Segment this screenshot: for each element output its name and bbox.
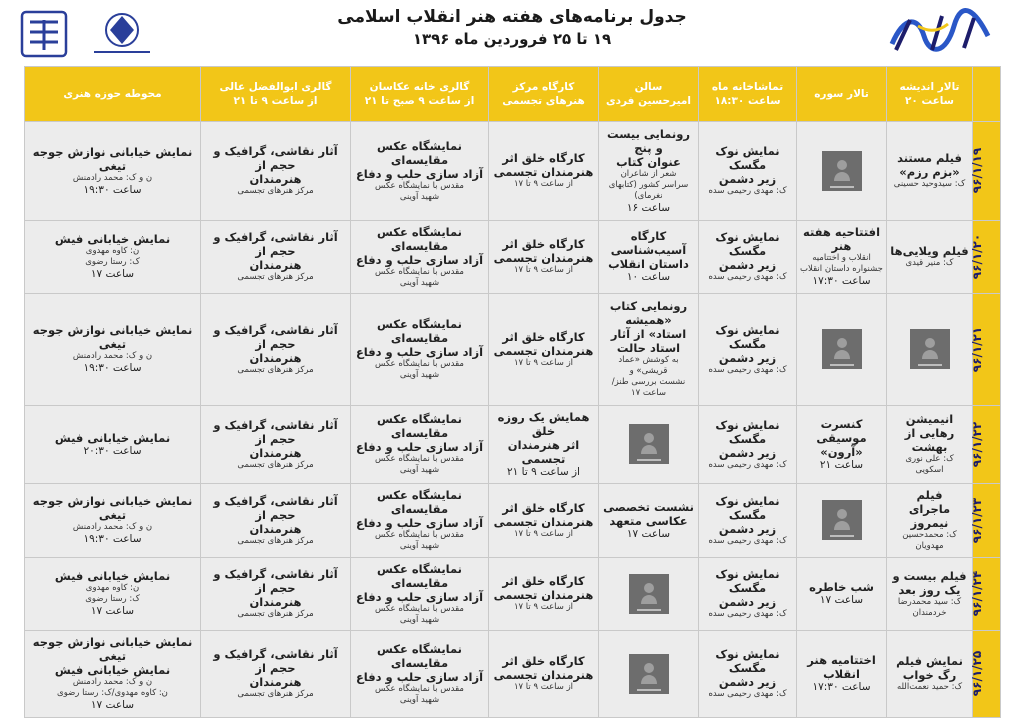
event-cell — [25, 557, 201, 630]
column-header: محوطه حوزه هنری — [25, 67, 201, 122]
event-detail: شهید آوینی — [399, 694, 440, 705]
event-subtitle: عکاسی متعهد — [609, 513, 688, 528]
event-title: نمایشگاه عکس مقایسه‌ای — [377, 224, 462, 253]
event-title: نمایش خیابانی نوازش جوجه تیغی — [32, 323, 193, 352]
schedule-table — [24, 66, 1001, 718]
event-time: ساعت ۱۹:۳۰ — [83, 183, 142, 196]
event-title: آثار نقاشی، گرافیک و حجم از — [213, 144, 338, 173]
event-title: آثار نقاشی، گرافیک و حجم از — [213, 322, 338, 351]
event-cell — [351, 557, 489, 630]
event-detail: جشنواره داستان انقلاب — [800, 264, 883, 275]
event-detail: ک: محمدحسین — [902, 530, 957, 541]
event-cell — [201, 484, 351, 557]
event-detail: انقلاب و اختتامیه — [812, 253, 871, 264]
event-detail: ن: کاوه مهدوی — [85, 246, 140, 257]
event-subtitle: زیر دشمن — [718, 350, 777, 365]
event-cell — [25, 484, 201, 557]
event-cell — [201, 122, 351, 221]
event-title: فیلم بیست و — [892, 568, 967, 583]
event-title: نمایش خیابانی نوازش جوجه تیغی — [32, 144, 193, 173]
event-subtitle: «آرون» — [820, 444, 863, 459]
date-label: ۹۶/۱/۲۲ — [969, 421, 984, 468]
event-title: افتتاحیه هفته هنر — [802, 225, 881, 254]
event-detail: شهید آوینی — [399, 191, 440, 202]
event-cell — [699, 630, 797, 717]
event-subtitle: زیر دشمن — [718, 258, 777, 273]
event-subtitle: آزاد سازی حلب و دفاع — [355, 589, 484, 604]
event-detail: مقدس با نمایشگاه عکس — [375, 180, 464, 191]
poster-thumbnail-icon — [910, 329, 950, 369]
event-cell — [25, 294, 201, 406]
event-title: اختتامیه هنر — [807, 653, 876, 668]
event-cell — [25, 220, 201, 293]
event-title: کارگاه خلق اثر — [502, 500, 585, 515]
event-title: نمایش خیابانی فیش — [54, 569, 171, 584]
event-cell — [599, 122, 699, 221]
event-credit: ک: منیر قیدی — [905, 258, 954, 269]
event-cell — [351, 294, 489, 406]
event-subtitle: ماجرای نیمروز — [908, 502, 951, 531]
event-cell — [699, 557, 797, 630]
event-subtitle: داستان انقلاب — [608, 257, 689, 272]
event-subtitle: هنرمندان تجسمی — [493, 251, 594, 266]
event-subtitle: زیر دشمن — [718, 172, 777, 187]
event-subtitle: هنرمندان — [249, 595, 302, 610]
event-subtitle: انقلاب — [823, 667, 860, 682]
event-detail: مقدس با نمایشگاه عکس — [375, 454, 464, 465]
event-subtitle: آزاد سازی حلب و دفاع — [355, 166, 484, 181]
event-cell — [699, 294, 797, 406]
event-title: فیلم — [916, 488, 943, 503]
event-cell — [699, 484, 797, 557]
event-credit: از ساعت ۹ تا ۱۷ — [513, 602, 574, 613]
event-credit: مرکز هنرهای تجسمی — [237, 272, 314, 283]
event-time: ساعت ۱۷ — [90, 699, 135, 712]
event-credit: مرکز هنرهای تجسمی — [237, 459, 314, 470]
event-cell — [489, 122, 599, 221]
event-credit: مرکز هنرهای تجسمی — [237, 186, 314, 197]
event-title: کنسرت موسیقی — [816, 416, 867, 445]
column-header: کارگاه مرکز هنرهای تجسمی — [489, 67, 599, 122]
event-time: ساعت ۲۰:۳۰ — [83, 444, 142, 457]
event-cell — [489, 557, 599, 630]
event-detail: شهید آوینی — [399, 541, 440, 552]
event-subtitle: زیر دشمن — [718, 595, 777, 610]
event-cell — [797, 630, 887, 717]
event-time: ساعت ۱۰ — [626, 271, 671, 284]
event-cell — [351, 630, 489, 717]
event-subtitle: هنرمندان — [249, 521, 302, 536]
event-subtitle: نمایش خیابانی فیش — [54, 663, 171, 678]
event-time: ساعت ۱۷ — [90, 268, 135, 281]
event-detail: ن: کاوه مهدوی/ک: رستا رضوی — [57, 688, 168, 699]
column-header: تماشاخانه ماه ساعت ۱۸:۳۰ — [699, 67, 797, 122]
table-row — [25, 405, 1001, 484]
event-cell — [201, 294, 351, 406]
event-cell — [351, 405, 489, 484]
date-cell — [969, 557, 1001, 630]
event-credit: ک: علی نوری اسکویی — [905, 454, 954, 476]
event-subtitle: هنرمندان — [249, 675, 302, 690]
event-cell — [699, 220, 797, 293]
event-credit: ک: سیدوحید حسینی — [893, 179, 966, 190]
event-title: نمایشگاه عکس مقایسه‌ای — [377, 488, 462, 517]
event-subtitle: «بزم رزم» — [899, 165, 960, 180]
event-subtitle: آزاد سازی حلب و دفاع — [355, 345, 484, 360]
event-cell — [201, 630, 351, 717]
event-time: از ساعت ۹ تا ۲۱ — [507, 465, 580, 478]
event-title: شب خاطره — [809, 580, 874, 595]
event-subtitle: هنرمندان — [249, 258, 302, 273]
event-cell — [797, 557, 887, 630]
event-title: نمایش نوک مگسک — [715, 230, 780, 259]
poster-thumbnail-icon — [629, 424, 669, 464]
header — [0, 0, 1024, 64]
schedule-body — [25, 122, 1001, 718]
event-time: ساعت ۲۱ — [819, 458, 864, 471]
event-credit: ک: حمید نعمت‌الله — [896, 682, 963, 693]
event-detail: مهدویان — [915, 541, 944, 552]
event-cell — [887, 220, 973, 293]
event-cell — [25, 122, 201, 221]
table-row — [25, 220, 1001, 293]
event-credit: ک: مهدی رحیمی سده — [708, 609, 787, 620]
event-credit: ک: مهدی رحیمی سده — [708, 272, 787, 283]
poster-thumbnail-icon — [822, 151, 862, 191]
event-time: ساعت ۱۷ — [626, 527, 671, 540]
event-detail: مقدس با نمایشگاه عکس — [375, 683, 464, 694]
event-time: ساعت ۱۷ — [90, 605, 135, 618]
event-title: نمایشگاه عکس مقایسه‌ای — [377, 561, 462, 590]
event-subtitle: هنرمندان — [249, 172, 302, 187]
date-header-cell — [973, 67, 1001, 122]
event-detail: ک: سید محمدرضا — [897, 596, 962, 607]
event-detail: ک: رستا رضوی — [85, 257, 140, 268]
event-subtitle: یک روز بعد — [898, 582, 961, 597]
column-header: تالار اندیشه ساعت ۲۰ — [887, 67, 973, 122]
table-row — [25, 122, 1001, 221]
date-cell — [969, 405, 1001, 484]
event-detail: شعر از شاعران — [620, 168, 677, 179]
event-subtitle: هنرمندان — [249, 350, 302, 365]
event-detail: ک: رستا رضوی — [85, 594, 140, 605]
event-credit: مرکز هنرهای تجسمی — [237, 689, 314, 700]
event-cell — [351, 220, 489, 293]
event-title: نمایش نوک مگسک — [715, 144, 780, 173]
column-header: گالری خانه عکاسان از ساعت ۹ صبح تا ۲۱ — [351, 67, 489, 122]
header-row — [25, 67, 1001, 122]
event-detail: مقدس با نمایشگاه عکس — [375, 530, 464, 541]
poster-thumbnail-icon — [822, 329, 862, 369]
event-time: ساعت ۱۷:۳۰ — [812, 275, 871, 288]
event-subtitle: هنرمندان تجسمی — [493, 343, 594, 358]
event-cell — [599, 405, 699, 484]
event-title: کارگاه خلق اثر — [502, 151, 585, 166]
event-detail: نشست بررسی طنز/ساعت ۱۷ — [611, 377, 686, 399]
event-title: کارگاه خلق اثر — [502, 574, 585, 589]
event-title: کارگاه آسیب‌شناسی — [610, 229, 687, 258]
event-title: نمایش نوک مگسک — [715, 493, 780, 522]
date-label: ۹۶/۱/۲۳ — [969, 497, 984, 544]
event-title: نمایشگاه عکس مقایسه‌ای — [377, 138, 462, 167]
event-credit: ک: مهدی رحیمی سده — [708, 186, 787, 197]
event-credit: ن و ک: محمد رادمنش — [72, 351, 153, 362]
event-subtitle: زیر دشمن — [718, 521, 777, 536]
event-detail: مقدس با نمایشگاه عکس — [375, 359, 464, 370]
event-subtitle: هنرمندان تجسمی — [493, 668, 594, 683]
event-detail: مقدس با نمایشگاه عکس — [375, 603, 464, 614]
column-header: سالن امیرحسین فردی — [599, 67, 699, 122]
table-row — [25, 294, 1001, 406]
event-cell — [797, 484, 887, 557]
date-cell — [969, 484, 1001, 557]
event-cell — [599, 557, 699, 630]
event-title: فیلم مستند — [897, 151, 962, 166]
event-cell — [797, 405, 887, 484]
table-row — [25, 630, 1001, 717]
event-credit: ک: مهدی رحیمی سده — [708, 535, 787, 546]
event-credit: ک: مهدی رحیمی سده — [708, 459, 787, 470]
event-cell — [887, 557, 973, 630]
event-credit: ن و ک: محمد رادمنش — [72, 172, 153, 183]
event-time: ساعت ۱۷ — [819, 594, 864, 607]
event-detail: شهید آوینی — [399, 370, 440, 381]
event-title: نمایش خیابانی فیش — [54, 232, 171, 247]
column-header: گالری ابوالفضل عالی از ساعت ۹ تا ۲۱ — [201, 67, 351, 122]
date-label: ۹۶/۱/۲۵ — [969, 651, 984, 697]
event-cell — [201, 557, 351, 630]
event-detail: شهید آوینی — [399, 277, 440, 288]
event-subtitle: اثر هنرمندان تجسمی — [507, 437, 580, 466]
event-title: نمایش نوک مگسک — [715, 567, 780, 596]
event-subtitle: آزاد سازی حلب و دفاع — [355, 669, 484, 684]
event-title: کارگاه خلق اثر — [502, 237, 585, 252]
event-title: نمایش خیابانی نوازش جوجه تیغی — [32, 494, 193, 523]
event-title: نمایش خیابانی فیش — [54, 430, 171, 445]
event-subtitle: آزاد سازی حلب و دفاع — [355, 252, 484, 267]
date-label: ۹۶/۱/۱۹ — [969, 148, 984, 194]
event-subtitle: هنرمندان تجسمی — [493, 514, 594, 529]
art-week-logo — [884, 6, 996, 58]
event-cell — [489, 220, 599, 293]
event-credit: مرکز هنرهای تجسمی — [237, 535, 314, 546]
event-cell — [887, 122, 973, 221]
date-label: ۹۶/۱/۲۱ — [969, 326, 984, 373]
event-detail: خردمندان — [912, 607, 947, 618]
event-cell — [599, 484, 699, 557]
event-detail: ن و ک: محمد رادمنش — [72, 677, 153, 688]
event-credit: از ساعت ۹ تا ۱۷ — [513, 179, 574, 190]
poster-thumbnail-icon — [822, 500, 862, 540]
event-time: ساعت ۱۷:۳۰ — [812, 681, 871, 694]
event-detail: شهید آوینی — [399, 614, 440, 625]
event-cell — [351, 122, 489, 221]
event-cell — [489, 484, 599, 557]
event-title: رونمایی کتاب «همیشه — [609, 299, 688, 328]
date-cell — [969, 630, 1001, 717]
event-title: نمایش فیلم — [896, 654, 963, 669]
event-subtitle: هنرمندان تجسمی — [493, 165, 594, 180]
event-credit: ن و ک: محمد رادمنش — [72, 522, 153, 533]
event-title: نمایشگاه عکس مقایسه‌ای — [377, 317, 462, 346]
event-subtitle: عنوان کتاب — [616, 154, 681, 169]
event-detail: به کوشش «عماد قریشی» و — [618, 355, 679, 377]
event-cell — [25, 405, 201, 484]
event-cell — [599, 220, 699, 293]
event-title: فیلم ویلایی‌ها — [890, 244, 969, 259]
event-subtitle: زیر دشمن — [718, 675, 777, 690]
date-cell — [969, 220, 1001, 293]
event-title: همایش یک روزه خلق — [497, 409, 590, 438]
event-title: کارگاه خلق اثر — [502, 654, 585, 669]
event-cell — [25, 630, 201, 717]
event-title: آثار نقاشی، گرافیک و حجم از — [213, 230, 338, 259]
event-cell — [797, 122, 887, 221]
event-credit: از ساعت ۹ تا ۱۷ — [513, 265, 574, 276]
column-header: تالار سوره — [797, 67, 887, 122]
date-cell — [969, 294, 1001, 406]
event-subtitle: آزاد سازی حلب و دفاع — [355, 440, 484, 455]
poster-thumbnail-icon — [629, 654, 669, 694]
event-title: نمایش نوک مگسک — [715, 322, 780, 351]
table-row — [25, 484, 1001, 557]
event-title: آثار نقاشی، گرافیک و حجم از — [213, 493, 338, 522]
event-title: نشست تخصصی — [603, 499, 694, 514]
page-subtitle: ۱۹ تا ۲۵ فروردین ماه ۱۳۹۶ — [412, 30, 612, 48]
event-cell — [351, 484, 489, 557]
event-title: نمایشگاه عکس مقایسه‌ای — [377, 641, 462, 670]
date-label: ۹۶/۱/۲۰ — [969, 234, 984, 280]
event-detail: مقدس با نمایشگاه عکس — [375, 266, 464, 277]
event-credit: مرکز هنرهای تجسمی — [237, 609, 314, 620]
event-cell — [699, 405, 797, 484]
event-cell — [699, 122, 797, 221]
event-cell — [489, 405, 599, 484]
event-detail: سراسر کشور (کتابهای نغرمای) — [608, 179, 689, 201]
event-title: نمایش نوک مگسک — [715, 417, 780, 446]
event-title: نمایشگاه عکس مقایسه‌ای — [377, 412, 462, 441]
event-cell — [201, 220, 351, 293]
event-title: آثار نقاشی، گرافیک و حجم از — [213, 647, 338, 676]
page-title: جدول برنامه‌های هفته هنر انقلاب اسلامی — [337, 7, 687, 27]
event-time: ساعت ۱۹:۳۰ — [83, 362, 142, 375]
event-credit: از ساعت ۹ تا ۱۷ — [513, 682, 574, 693]
event-subtitle: هنرمندان — [249, 445, 302, 460]
event-cell — [201, 405, 351, 484]
event-cell — [599, 630, 699, 717]
event-credit: مرکز هنرهای تجسمی — [237, 364, 314, 375]
table-row — [25, 557, 1001, 630]
event-title: نمایش نوک مگسک — [715, 647, 780, 676]
event-subtitle: رهایی از بهشت — [904, 426, 955, 455]
event-cell — [489, 294, 599, 406]
event-credit: ک: مهدی رحیمی سده — [708, 364, 787, 375]
event-credit: ک: مهدی رحیمی سده — [708, 689, 787, 700]
event-subtitle: هنرمندان تجسمی — [493, 588, 594, 603]
event-detail: شهید آوینی — [399, 465, 440, 476]
event-cell — [797, 220, 887, 293]
date-label: ۹۶/۱/۲۴ — [969, 570, 984, 617]
event-subtitle: رگ خواب — [902, 668, 957, 683]
event-subtitle: زیر دشمن — [718, 445, 777, 460]
event-time: ساعت ۱۶ — [626, 201, 671, 214]
event-cell — [489, 630, 599, 717]
event-title: آثار نقاشی، گرافیک و حجم از — [213, 567, 338, 596]
hozeh-honari-logo — [22, 10, 162, 60]
event-title: آثار نقاشی، گرافیک و حجم از — [213, 417, 338, 446]
event-cell — [797, 294, 887, 406]
event-cell — [599, 294, 699, 406]
event-credit: از ساعت ۹ تا ۱۷ — [513, 357, 574, 368]
event-title: نمایش خیابانی نوازش جوجه تیغی — [32, 635, 193, 664]
poster-thumbnail-icon — [629, 574, 669, 614]
event-title: انیمیشن — [905, 412, 954, 427]
event-detail: ن: کاوه مهدوی — [85, 583, 140, 594]
event-time: ساعت ۱۹:۳۰ — [83, 533, 142, 546]
event-title: رونمایی بیست و پنج — [607, 126, 690, 155]
date-cell — [969, 122, 1001, 221]
event-credit: از ساعت ۹ تا ۱۷ — [513, 528, 574, 539]
event-subtitle: استاد» از آثار استاد حالت — [610, 327, 687, 356]
event-subtitle: آزاد سازی حلب و دفاع — [355, 516, 484, 531]
event-title: کارگاه خلق اثر — [502, 329, 585, 344]
